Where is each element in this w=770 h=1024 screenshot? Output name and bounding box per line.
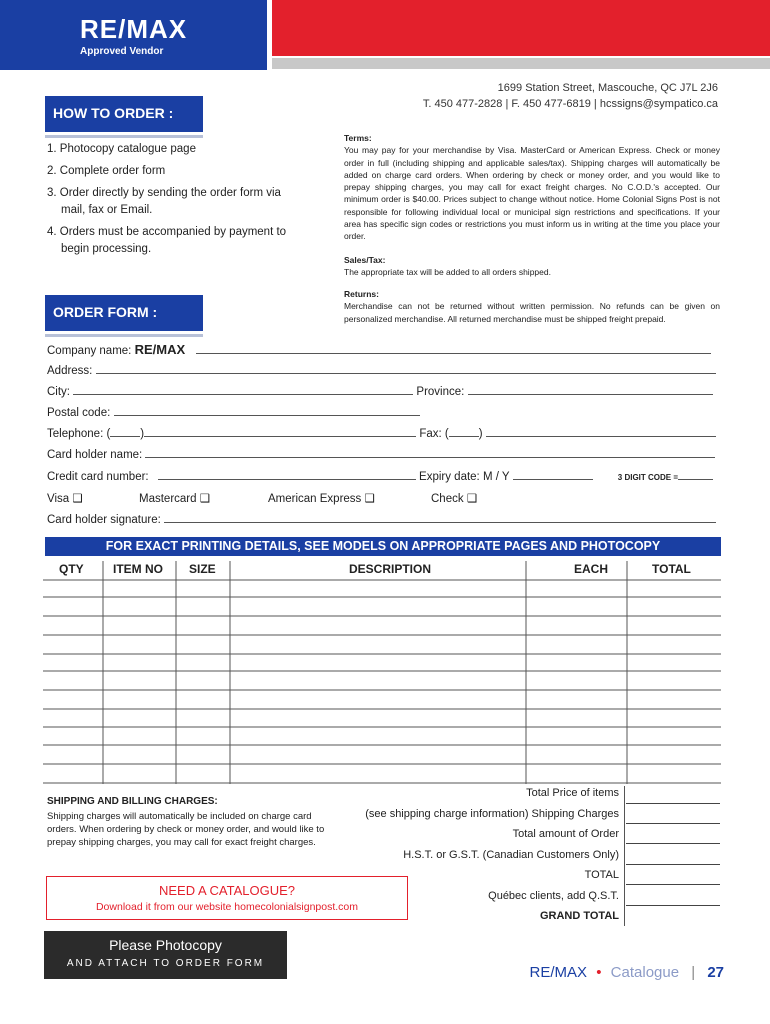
code-label: 3 DIGIT CODE =	[617, 473, 679, 482]
terms-title: Terms:	[344, 133, 372, 143]
cardholder-row	[47, 447, 720, 465]
qst-label: Québec clients, add Q.S.T.	[488, 890, 619, 902]
city-label: City:	[47, 386, 70, 398]
check-option[interactable]: Check ❑	[431, 493, 478, 505]
list-item: 1. Photocopy catalogue page	[47, 143, 196, 155]
cardholder-field[interactable]	[145, 447, 715, 458]
tax-title: Sales/Tax:	[344, 255, 386, 265]
total-items-field[interactable]	[626, 803, 720, 804]
table-banner: FOR EXACT PRINTING DETAILS, SEE MODELS ON APPROPRIATE PAGES AND PHOTOCOPY	[45, 537, 721, 556]
expiry-field[interactable]	[513, 469, 593, 480]
list-item: 2. Complete order form	[47, 165, 166, 177]
postal-label: Postal code:	[47, 407, 111, 419]
fax-field[interactable]	[486, 426, 716, 437]
telephone-label: Telephone: (	[47, 428, 111, 440]
logo-subtitle: Approved Vendor	[80, 46, 164, 57]
address-field[interactable]	[96, 363, 716, 374]
photocopy-title: Please Photocopy	[109, 937, 222, 953]
checkbox-icon[interactable]: ❑	[364, 493, 375, 505]
city-row	[47, 384, 720, 402]
cardholder-label: Card holder name:	[47, 449, 143, 461]
photocopy-subtitle: AND ATTACH TO ORDER FORM	[66, 958, 265, 969]
shipping-body: Shipping charges will automatically be included on charge card orders. When ordering by check or money order, and would like to prepay shipping charges, you may call for exact freight charges.	[47, 811, 325, 848]
grand-total-label: GRAND TOTAL	[539, 910, 619, 922]
remax-logo: RE/MAX	[80, 14, 188, 44]
checkbox-icon[interactable]: ❑	[72, 493, 83, 505]
province-field[interactable]	[468, 384, 713, 395]
company-label: Company name:	[47, 345, 132, 357]
credit-field[interactable]	[158, 469, 416, 480]
order-amount-field[interactable]	[626, 843, 720, 844]
catalogue-link[interactable]: Download it from our website homecolonialsignpost.com	[95, 901, 359, 913]
shipping-title: SHIPPING AND BILLING CHARGES:	[47, 796, 218, 807]
shipping-charges-field[interactable]	[626, 823, 720, 824]
order-steps	[47, 141, 302, 263]
order-table-grid	[43, 561, 721, 784]
mastercard-option[interactable]: Mastercard ❑	[139, 493, 211, 505]
how-to-order-heading: HOW TO ORDER :	[45, 96, 203, 132]
address-label: Address:	[47, 365, 93, 377]
footer-brand: RE/MAX	[529, 964, 588, 981]
company-field[interactable]	[196, 343, 711, 354]
expiry-label: Expiry date: M / Y	[419, 471, 510, 483]
list-item: 3. Order directly by sending the order form via mail, fax or Email.	[47, 187, 281, 216]
creditcard-row	[47, 469, 720, 487]
vendor-address: 1699 Station Street, Mascouche, QC J7L 2J6	[497, 82, 718, 94]
terms-section	[344, 132, 720, 243]
telephone-field[interactable]	[144, 426, 416, 437]
address-row	[47, 363, 720, 381]
vendor-contact: T. 450 477-2828 | F. 450 477-6819 | hcssigns@sympatico.ca	[422, 98, 718, 110]
telephone-area-field[interactable]	[110, 426, 140, 437]
returns-title: Returns:	[344, 289, 379, 299]
city-field[interactable]	[73, 384, 413, 395]
checkbox-icon[interactable]: ❑	[199, 493, 211, 505]
photocopy-box	[44, 931, 287, 979]
phone-row	[47, 426, 720, 444]
postal-row	[47, 405, 720, 423]
credit-label: Credit card number:	[47, 471, 149, 483]
hst-label: H.S.T. or G.S.T. (Canadian Customers Only)	[403, 849, 619, 861]
signature-field[interactable]	[164, 512, 716, 523]
company-value[interactable]: RE/MAX	[134, 342, 186, 357]
hst-field[interactable]	[626, 864, 720, 865]
sales-tax-section	[344, 254, 720, 279]
fax-label: Fax: (	[419, 428, 449, 440]
footer-bullet: •	[596, 964, 602, 981]
catalogue-box	[46, 876, 408, 920]
fax-area-field[interactable]	[449, 426, 479, 437]
province-label: Province:	[416, 386, 465, 398]
total-field[interactable]	[626, 884, 720, 885]
visa-option[interactable]: Visa ❑	[47, 493, 83, 505]
amex-option[interactable]: American Express ❑	[268, 493, 375, 505]
tax-body: The appropriate tax will be added to all orders shipped.	[344, 267, 551, 278]
col-each: EACH	[574, 562, 609, 576]
total-items-label: Total Price of items	[526, 787, 619, 799]
order-amount-label: Total amount of Order	[512, 828, 619, 840]
company-row	[47, 342, 720, 360]
returns-section	[344, 288, 720, 325]
page-footer	[530, 964, 724, 981]
code-field[interactable]	[678, 469, 713, 480]
signature-row	[47, 512, 720, 530]
qst-field[interactable]	[626, 905, 720, 906]
list-item: 4. Orders must be accompanied by payment to begin processing.	[47, 226, 287, 255]
terms-body: You may pay for your merchandise by Visa. MasterCard or American Express. Check or money order in full (including shipping and applicable sales/tax). Shipping charges will automatically be added on charge card orders. When ordering by check or money order, and you would like to prepay shipping charges, you may call for exact freight charges. No C.O.D.'s accepted. Our minimum order is $40.00. Prices subject to change without notice. Home Colonial Signs Post is not responsible for following individual local or municipal sign restrictions and specifications. If your area has specific sign codes or restrictions you must inform us in writing at the time you place your order.	[344, 145, 720, 242]
footer-catalogue: Catalogue	[610, 964, 680, 981]
col-item-no: ITEM NO	[113, 562, 163, 576]
returns-body: Merchandise can not be returned without written permission. No refunds can be given on personalized merchandise. All returned merchandise must be shipped freight prepaid.	[344, 301, 720, 324]
checkbox-icon[interactable]: ❑	[466, 493, 478, 505]
catalogue-title: NEED A CATALOGUE?	[158, 883, 296, 898]
paren: )	[140, 428, 145, 440]
postal-field[interactable]	[114, 405, 420, 416]
signature-label: Card holder signature:	[47, 514, 161, 526]
footer-separator: |	[691, 964, 696, 981]
col-description: DESCRIPTION	[349, 562, 432, 576]
totals-divider	[624, 786, 625, 926]
page-number: 27	[707, 964, 724, 981]
header-grey-bar	[272, 58, 770, 69]
col-size: SIZE	[189, 562, 216, 576]
header-red-bar	[272, 0, 770, 56]
total-label: TOTAL	[584, 869, 619, 881]
paren: )	[478, 428, 483, 440]
payment-row	[47, 491, 720, 509]
order-form-heading: ORDER FORM :	[45, 295, 203, 331]
shipping-charges-label: (see shipping charge information) Shipping Charges	[365, 808, 619, 820]
col-qty: QTY	[59, 562, 84, 576]
col-total: TOTAL	[652, 562, 691, 576]
